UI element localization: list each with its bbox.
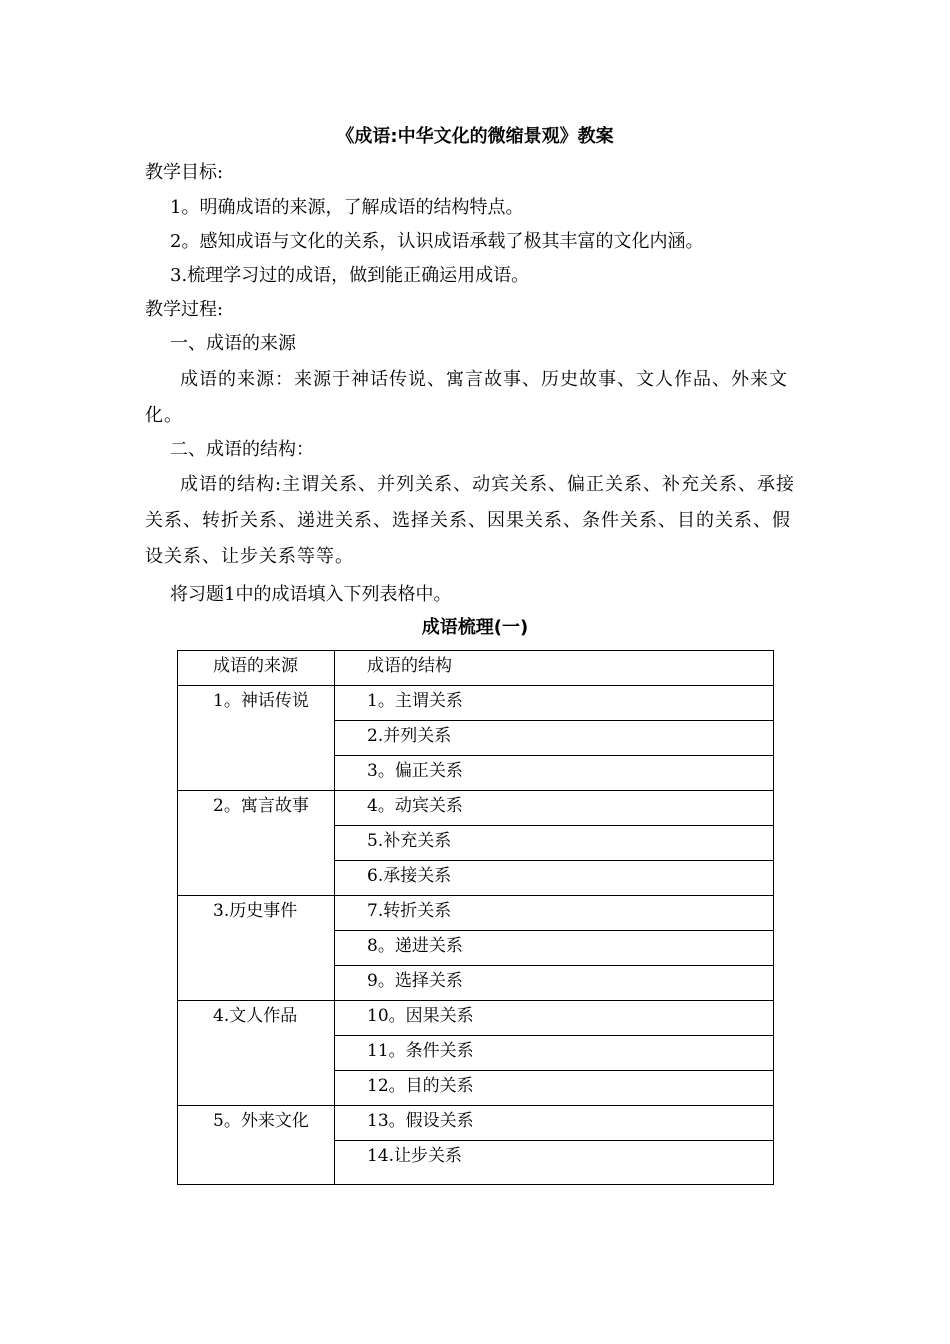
table-row: [178, 791, 774, 826]
source-cell: 1。神话传说: [178, 686, 335, 791]
section1-text: 成语的来源：来源于神话传说、寓言故事、历史故事、文人作品、外来文化。: [145, 369, 788, 426]
structure-cell: 13。假设关系: [335, 1106, 774, 1141]
structure-cell: 2.并列关系: [335, 721, 774, 756]
table-header-row: [178, 651, 774, 686]
structure-cell: 5.补充关系: [335, 826, 774, 861]
objective-item: 1。明确成语的来源，了解成语的结构特点。: [170, 197, 524, 218]
source-cell: 5。外来文化: [178, 1106, 335, 1185]
structure-cell: 11。条件关系: [335, 1036, 774, 1071]
source-cell: 3.历史事件: [178, 896, 335, 1001]
structure-cell: 9。选择关系: [335, 966, 774, 1001]
structure-cell: 8。递进关系: [335, 931, 774, 966]
structure-cell: 10。因果关系: [335, 1001, 774, 1036]
table-row: [178, 686, 774, 721]
header-structure: 成语的结构: [335, 651, 774, 686]
objective-item: 2。感知成语与文化的关系，认识成语承载了极其丰富的文化内涵。: [170, 231, 704, 252]
table-row: [178, 1001, 774, 1036]
structure-cell: 7.转折关系: [335, 896, 774, 931]
instruction-text: 将习题1中的成语填入下列表格中。: [170, 584, 452, 605]
section2-heading: 二、成语的结构：: [170, 439, 314, 460]
structure-cell: 12。目的关系: [335, 1071, 774, 1106]
table-title: 成语梳理(一): [421, 617, 529, 638]
structure-cell: 6.承接关系: [335, 861, 774, 896]
section2-text: 成语的结构:主谓关系、并列关系、动宾关系、偏正关系、补充关系、承接关系、转折关系、递进关系、选择关系、因果关系、条件关系、目的关系、假设关系、让步关系等等。: [145, 474, 796, 567]
structure-cell: 4。动宾关系: [335, 791, 774, 826]
table-row: [178, 896, 774, 931]
idiom-table: [177, 650, 774, 1185]
document-title: 《成语:中华文化的微缩景观》教案: [336, 126, 614, 147]
objective-item: 3.梳理学习过的成语，做到能正确运用成语。: [170, 265, 530, 286]
header-source: 成语的来源: [178, 651, 335, 686]
table-row: [178, 1106, 774, 1141]
structure-cell: 1。主谓关系: [335, 686, 774, 721]
process-heading: 教学过程:: [145, 299, 224, 320]
structure-cell: 14.让步关系: [335, 1141, 774, 1185]
source-cell: 2。寓言故事: [178, 791, 335, 896]
source-cell: 4.文人作品: [178, 1001, 335, 1106]
structure-cell: 3。偏正关系: [335, 756, 774, 791]
section1-heading: 一、成语的来源: [170, 333, 296, 354]
objectives-heading: 教学目标:: [145, 162, 224, 183]
